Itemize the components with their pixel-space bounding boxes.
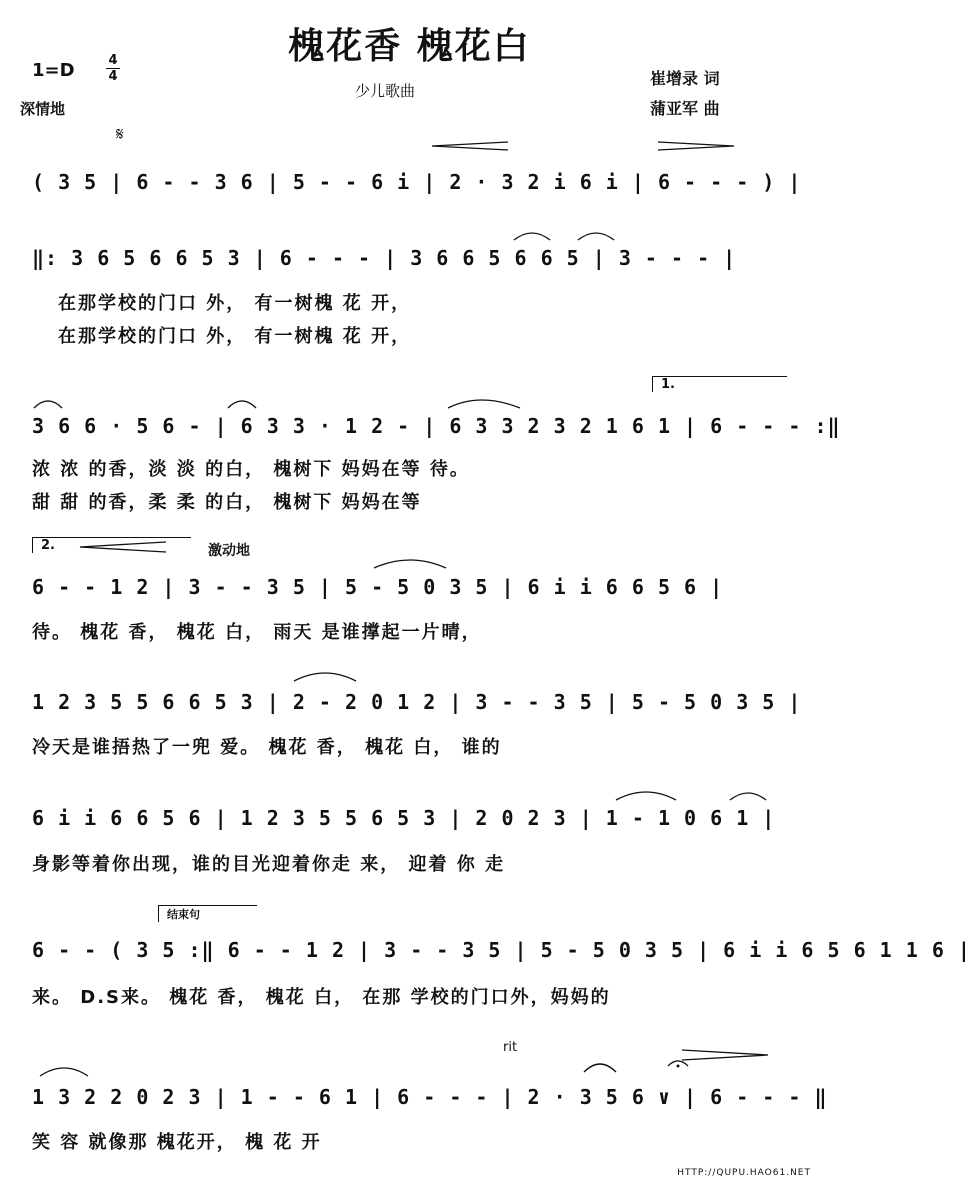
meter-top: 4 bbox=[108, 53, 118, 68]
song-title: 槐花香 槐花白 bbox=[288, 26, 531, 67]
ritardando-marking: rit bbox=[503, 1040, 518, 1055]
crescendo-icon bbox=[78, 540, 168, 554]
lyric-line-3a: 浓 浓 的香，淡 淡 的白， 槐树下 妈妈在等 待。 bbox=[32, 459, 470, 480]
ending-phrase-marker: 结束句 bbox=[158, 905, 257, 922]
lyric-line-2b: 在那学校的门口 外， 有一树槐 花 开， bbox=[58, 326, 412, 347]
meter-bottom: 4 bbox=[108, 69, 118, 84]
slur-marks bbox=[30, 392, 630, 410]
slur-marks bbox=[370, 552, 450, 570]
crescendo-icon bbox=[430, 140, 510, 152]
segno-icon: 𝄋 bbox=[116, 124, 124, 145]
lyricist-credit: 崔增录 词 bbox=[650, 69, 720, 88]
slur-marks bbox=[290, 665, 360, 683]
notation-line-2: ‖: 3 6 5 6 6 5 3 | 6 - - - | 3 6 6 5 6 6 5 | 3 - - - | bbox=[32, 246, 737, 270]
slur-marks bbox=[36, 1060, 96, 1078]
lyric-line-6: 身影等着你出现，谁的目光迎着你走 来， 迎着 你 走 bbox=[32, 854, 506, 875]
lyric-line-2a: 在那学校的门口 外， 有一树槐 花 开， bbox=[58, 293, 412, 314]
notation-line-7: 6 - - ( 3 5 :‖ 6 - - 1 2 | 3 - - 3 5 | 5 - 5 0 3 5 | 6 i i 6 5 6 1 1 6 | bbox=[32, 938, 971, 962]
volta-first-ending: 1. bbox=[652, 376, 787, 392]
lyric-line-3b: 甜 甜 的香，柔 柔 的白， 槐树下 妈妈在等 bbox=[32, 492, 422, 513]
lyric-line-7: 来。 D.S来。 槐花 香， 槐花 白， 在那 学校的门口外，妈妈的 bbox=[32, 987, 611, 1008]
lyric-line-4: 待。 槐花 香， 槐花 白， 雨天 是谁撑起一片晴， bbox=[32, 622, 482, 643]
notation-line-1: ( 3 5 | 6 - - 3 6 | 5 - - 6 i | 2 · 3 2 i 6 i | 6 - - - ) | bbox=[32, 170, 802, 194]
source-url: HTTP://QUPU.HAO61.NET bbox=[677, 1168, 811, 1178]
key-signature: 1=D bbox=[32, 60, 75, 81]
decrescendo-icon bbox=[680, 1048, 770, 1062]
time-signature bbox=[106, 54, 120, 83]
slur-marks bbox=[512, 226, 622, 242]
lyric-line-5: 冷天是谁捂热了一兜 爱。 槐花 香， 槐花 白， 谁的 bbox=[32, 737, 502, 758]
song-subtitle: 少儿歌曲 bbox=[355, 82, 416, 100]
notation-line-6: 6 i i 6 6 5 6 | 1 2 3 5 5 6 5 3 | 2 0 2 3 | 1 - 1 0 6 1 | bbox=[32, 806, 776, 830]
notation-line-5: 1 2 3 5 5 6 6 5 3 | 2 - 2 0 1 2 | 3 - - 3 5 | 5 - 5 0 3 5 | bbox=[32, 690, 802, 714]
slur-marks bbox=[612, 784, 782, 802]
lyric-line-8: 笑 容 就像那 槐花开， 槐 花 开 bbox=[32, 1132, 322, 1153]
tempo-marking: 深情地 bbox=[20, 100, 66, 118]
volta-second-ending: 2. bbox=[32, 537, 191, 553]
expression-marking: 激动地 bbox=[208, 543, 250, 559]
composer-credit: 蒲亚军 曲 bbox=[650, 99, 720, 118]
notation-line-3: 3 6 6 · 5 6 - | 6 3 3 · 1 2 - | 6 3 3 2 3 2 1 6 1 | 6 - - - :‖ bbox=[32, 414, 841, 438]
notation-line-4: 6 - - 1 2 | 3 - - 3 5 | 5 - 5 0 3 5 | 6 i i 6 6 5 6 | bbox=[32, 575, 724, 599]
decrescendo-icon bbox=[656, 140, 736, 152]
notation-line-8: 1 3 2 2 0 2 3 | 1 - - 6 1 | 6 - - - | 2 · 3 5 6 ∨ | 6 - - - ‖ bbox=[32, 1085, 828, 1109]
